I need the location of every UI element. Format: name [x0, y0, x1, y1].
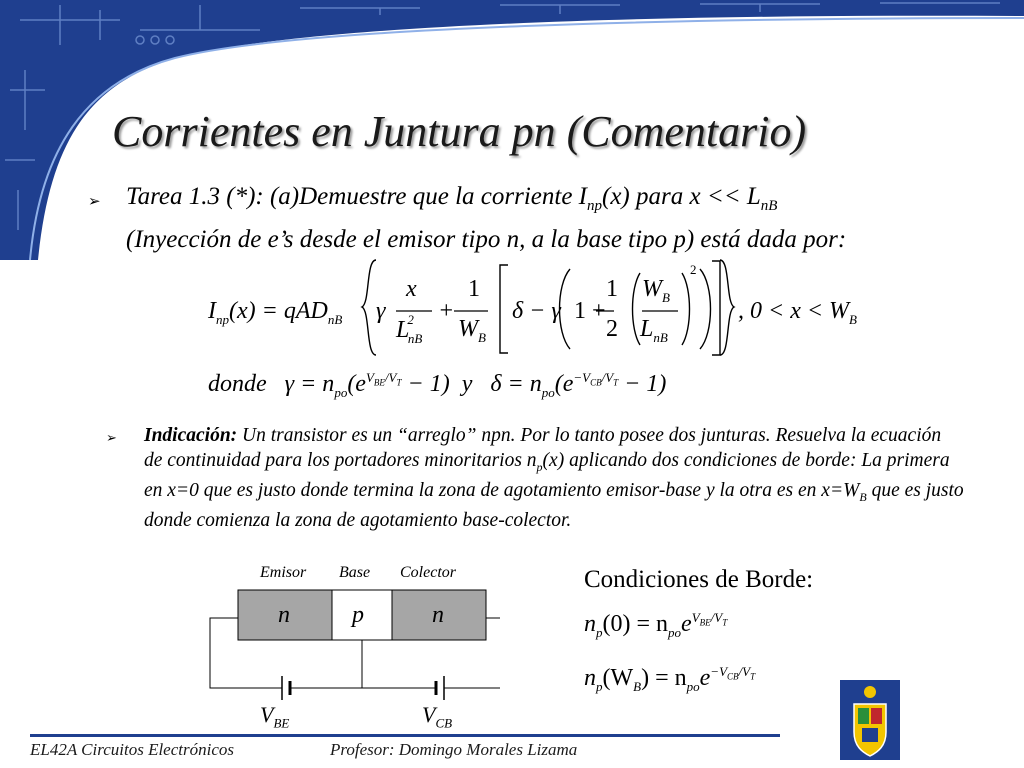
- eq-one-plus: 1 +: [574, 298, 606, 324]
- hint-text2: (x) aplicando dos condiciones de borde: La primera en x=0 que es justo donde termina la zona de agotamiento emisor-base y la otra es en x=W: [144, 449, 950, 501]
- donde-exp2-slash: /V: [601, 370, 614, 385]
- task-line2: (Inyección de e’s desde el emisor tipo n, a la base tipo p) está dada por:: [126, 226, 847, 253]
- c2-p: p: [596, 678, 603, 694]
- hint-sub-p: p: [536, 459, 543, 474]
- task-line1-prefix: Tarea 1.3 (*): (a)Demuestre que la corriente I: [126, 183, 588, 210]
- donde-exp2-e: (e: [554, 371, 574, 397]
- eq-frac2-den-sub: B: [478, 329, 486, 345]
- eq-gamma: γ: [376, 298, 386, 324]
- transistor-circuit-diagram: [200, 560, 500, 740]
- c2-close: ) = n: [641, 665, 687, 691]
- eq-range-sub: B: [849, 311, 857, 327]
- hint-arrow-bullet-icon: ➢: [106, 430, 117, 445]
- hint-sub-b: B: [859, 489, 867, 504]
- footer-professor: Profesor: Domingo Morales Lizama: [330, 740, 578, 759]
- eq-frac1-den: [396, 312, 423, 347]
- donde-gamma-eq: γ = n: [284, 371, 335, 397]
- eq-frac1-den-l: L: [396, 317, 410, 343]
- hint-text3: que es justo donde comienza la zona de agotamiento base-colector.: [144, 479, 964, 532]
- label-colector: Colector: [400, 564, 456, 581]
- label-vcb-sub: CB: [435, 715, 453, 731]
- eq-frac4-den-l: L: [640, 316, 654, 342]
- c2-po: po: [686, 678, 700, 694]
- donde-exp2-sup: [573, 370, 619, 388]
- circuit-wires: [200, 560, 500, 740]
- c2-sup-slash: /V: [738, 664, 751, 679]
- conditions-title: Condiciones de Borde:: [584, 566, 814, 593]
- c1-n: n: [584, 611, 596, 637]
- c1-arg: (0) = n: [602, 611, 669, 637]
- c1-p: p: [596, 624, 603, 640]
- c1-sup-t: T: [722, 617, 728, 628]
- c1-sup-slash: /V: [710, 610, 723, 625]
- eq-frac4-den-sub: nB: [653, 329, 668, 345]
- region-p-base: p: [352, 602, 364, 628]
- eq-d-sub: nB: [327, 311, 343, 327]
- arrow-bullet-icon: ➢: [88, 194, 101, 210]
- c2-arg: (W: [602, 665, 634, 691]
- label-vbe-sub: BE: [273, 715, 290, 731]
- eq-i: I: [208, 298, 216, 324]
- eq-frac2-den: [458, 316, 486, 346]
- label-vbe-v: V: [260, 702, 274, 727]
- donde-exp2-v: −V: [573, 370, 591, 385]
- task-text: [126, 180, 976, 257]
- condition-2: [584, 664, 755, 695]
- label-vcb-v: V: [422, 702, 436, 727]
- hint-text1: Un transistor es un “arreglo” npn. Por lo tanto posee dos junturas. Resuelva la ecuación de continuidad para los portadores minoritarios n: [144, 425, 942, 471]
- hint-label: Indicación:: [144, 425, 238, 446]
- eq-frac1-den-sup: 2: [407, 312, 414, 327]
- condition-1: [584, 610, 727, 641]
- label-base: Base: [339, 564, 371, 581]
- eq-delta-minus-gamma: δ − γ: [512, 298, 561, 324]
- eq-frac1-num: x: [406, 276, 417, 302]
- task-line1-mid: (x) para x << L: [602, 183, 761, 210]
- eq-frac4-num: [642, 276, 670, 306]
- donde-y: y: [461, 371, 473, 397]
- donde-line: [208, 370, 666, 401]
- donde-word: donde: [208, 371, 267, 397]
- region-n-collector: n: [432, 602, 444, 628]
- eq-range-text: , 0 < x < W: [738, 298, 850, 324]
- c1-sup-v: V: [691, 610, 700, 625]
- donde-exp1-slash: /V: [384, 370, 397, 385]
- c2-sup-t: T: [750, 671, 756, 682]
- eq-range: [738, 298, 857, 328]
- c2-b: B: [633, 678, 642, 694]
- equation-lhs: [208, 298, 342, 328]
- region-n-emitter: n: [278, 602, 290, 628]
- c1-sup-be: BE: [699, 617, 711, 628]
- eq-square: 2: [690, 262, 697, 277]
- donde-exp1-v: V: [365, 370, 374, 385]
- hint-text: [144, 424, 964, 534]
- eq-frac1-den-sub: nB: [407, 330, 423, 346]
- task-sub-nb: nB: [760, 198, 778, 214]
- donde-exp1-be: BE: [373, 377, 385, 388]
- donde-exp1-e: (e: [347, 371, 366, 397]
- donde-exp1-t: T: [396, 377, 402, 388]
- eq-frac2-num: 1: [468, 276, 480, 302]
- slide-title: Corrientes en Juntura pn (Comentario): [112, 107, 807, 156]
- donde-minus-one2: − 1): [624, 371, 667, 397]
- label-emisor: Emisor: [260, 564, 307, 581]
- university-logo-icon: [840, 680, 900, 760]
- c2-n: n: [584, 665, 596, 691]
- donde-minus-one: − 1): [407, 371, 450, 397]
- c2-sup-cb: CB: [727, 671, 739, 682]
- eq-frac4-num-w: W: [642, 276, 662, 302]
- c2-e: e: [699, 665, 711, 691]
- c2-sup: [710, 664, 756, 682]
- c2-sup-v: −V: [710, 664, 728, 679]
- c1-po: po: [668, 624, 682, 640]
- donde-po-sub: po: [334, 384, 348, 400]
- eq-frac2-den-w: W: [458, 316, 478, 342]
- task-sub-np: np: [587, 198, 603, 214]
- eq-i-sub: np: [216, 311, 229, 327]
- donde-exp1-sup: [365, 370, 402, 388]
- eq-frac3-den: 2: [606, 316, 618, 342]
- c1-e: e: [681, 611, 692, 637]
- c1-sup: [691, 610, 728, 628]
- footer-course: EL42A Circuitos Electrónicos: [30, 740, 234, 759]
- donde-exp2-t: T: [613, 377, 619, 388]
- eq-frac4-den: [640, 316, 668, 346]
- eq-plus: +: [438, 298, 455, 324]
- eq-frac3-num: 1: [606, 276, 618, 302]
- eq-lhs-x: (x) = qAD: [229, 298, 328, 324]
- eq-frac4-num-sub: B: [662, 289, 670, 305]
- label-vcb: [422, 702, 452, 731]
- donde-exp2-cb: CB: [590, 377, 602, 388]
- footer-divider: [30, 734, 780, 737]
- label-vbe: [260, 702, 289, 731]
- donde-po-sub2: po: [541, 384, 555, 400]
- donde-delta-eq: δ = n: [490, 371, 542, 397]
